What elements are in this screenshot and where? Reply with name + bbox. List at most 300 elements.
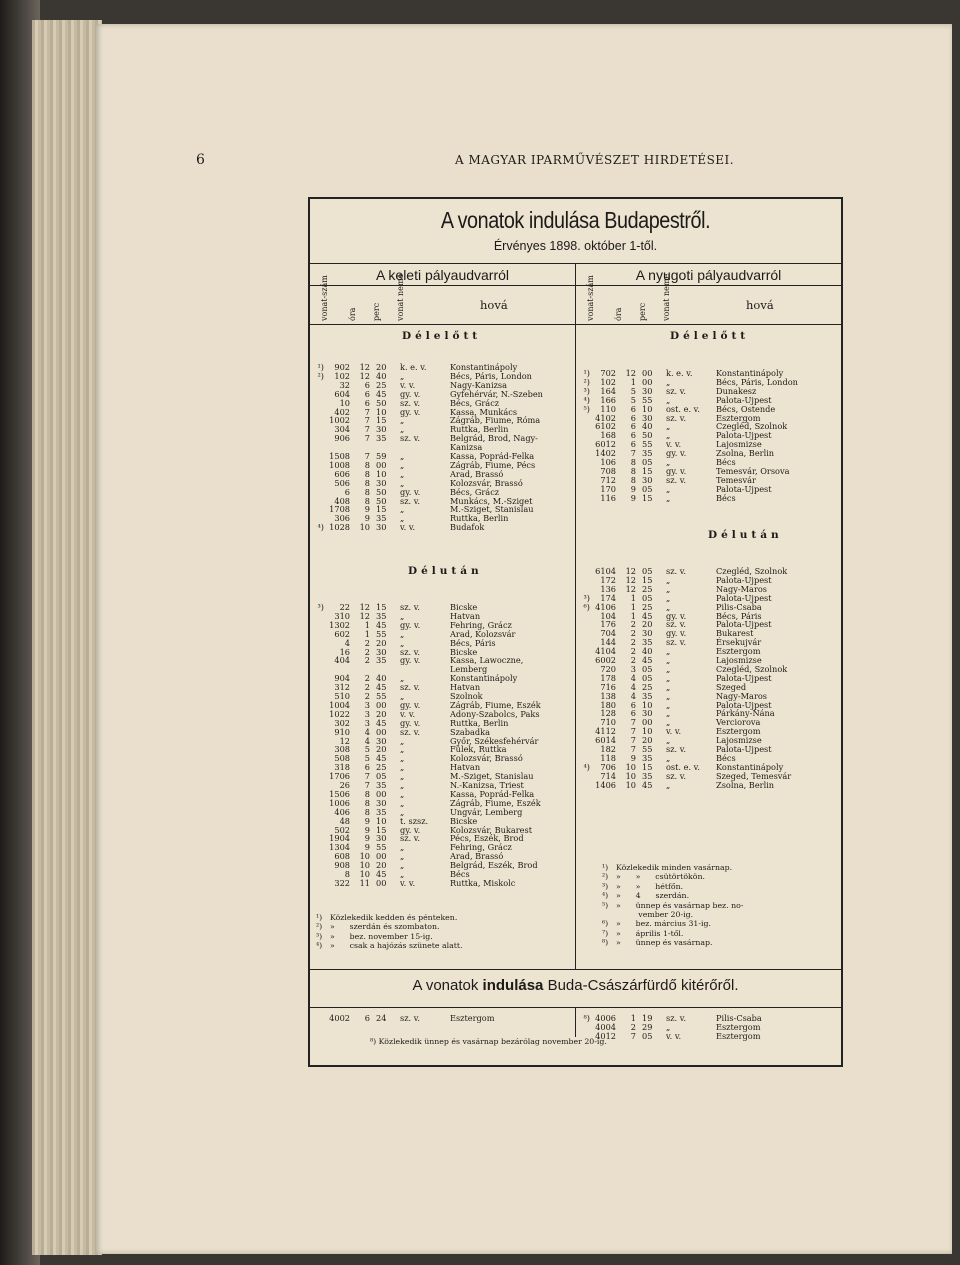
table-row [314, 719, 576, 728]
train-number: 10 [339, 397, 350, 408]
page-number: 6 [196, 152, 205, 168]
train-number: 102 [600, 376, 616, 387]
departure-minute: 30 [642, 628, 653, 639]
departure-minute: 35 [376, 610, 387, 621]
train-number: 310 [334, 610, 350, 621]
train-type: k. e. v. [666, 368, 693, 378]
departure-hour: 8 [364, 495, 370, 506]
destination: Kanizsa [450, 442, 483, 453]
departure-minute: 05 [642, 592, 653, 603]
departure-minute: 20 [376, 637, 387, 648]
table-row [314, 416, 576, 425]
table-row [314, 843, 576, 852]
departure-minute: 45 [376, 753, 387, 764]
departure-hour: 7 [630, 717, 636, 728]
table-row [314, 799, 576, 808]
departure-minute: 40 [376, 673, 387, 684]
departure-hour: 10 [625, 761, 636, 772]
train-number: 164 [600, 385, 616, 396]
train-type: „ [666, 752, 671, 763]
destination: Bécs, Páris [716, 610, 762, 621]
departure-hour: 5 [630, 394, 636, 405]
destination: Pilis-Csaba [716, 601, 762, 612]
footnote-mark: ¹) [583, 368, 590, 378]
train-number: 4106 [595, 601, 616, 612]
rule-bottom [310, 969, 841, 970]
train-type: t. szsz. [400, 815, 429, 826]
table-row [580, 745, 842, 754]
destination: Palota-Ujpest [716, 483, 772, 494]
train-number: 402 [334, 406, 350, 417]
footnote-text: » » csütörtökön. [616, 872, 705, 882]
train-type: „ [400, 780, 405, 790]
destination: Nagy-Maros [716, 690, 767, 701]
departure-minute: 45 [376, 717, 387, 728]
departure-hour: 6 [630, 403, 636, 414]
train-type: sz. v. [400, 1013, 420, 1023]
departure-hour: 4 [630, 690, 636, 701]
table-row [580, 1032, 842, 1041]
train-number: 1304 [329, 842, 350, 853]
departure-hour: 9 [630, 752, 636, 763]
departure-minute: 55 [376, 691, 387, 701]
departure-minute: 50 [376, 495, 387, 506]
table-row [314, 514, 576, 523]
departure-hour: 8 [364, 477, 370, 488]
departure-minute: 05 [376, 771, 387, 782]
column-header: perc [638, 302, 647, 321]
table-row [314, 1014, 576, 1023]
table-row [580, 709, 842, 718]
destination: Esztergom [450, 1013, 495, 1023]
train-number: 404 [334, 655, 350, 666]
table-row [314, 488, 576, 497]
departure-minute: 10 [376, 406, 387, 417]
departure-minute: 05 [642, 566, 653, 576]
column-header: vonat-szám [586, 275, 595, 321]
table-row [580, 476, 842, 485]
table-row [580, 701, 842, 710]
train-number: 180 [600, 699, 616, 710]
footnote [602, 891, 852, 900]
departure-hour: 7 [630, 448, 636, 459]
train-number: 6012 [595, 439, 616, 450]
table-row [580, 458, 842, 467]
departure-hour: 8 [630, 465, 636, 476]
destination: Palota-Ujpest [716, 699, 772, 710]
destination: Palota-Ujpest [716, 619, 772, 630]
column-header: vonat-szám [320, 275, 329, 321]
table-row [580, 440, 842, 449]
train-type: „ [666, 717, 671, 728]
departure-minute: 30 [376, 522, 387, 533]
train-type: v. v. [666, 1030, 682, 1041]
train-type: „ [666, 430, 671, 441]
departure-hour: 6 [364, 397, 370, 408]
train-type: v. v. [400, 379, 416, 390]
timetable-title: A vonatok indulása Budapestről. [440, 207, 711, 233]
departure-minute: 15 [376, 415, 387, 426]
departure-minute: 30 [376, 735, 387, 746]
departure-hour: 7 [364, 424, 370, 435]
departure-hour: 2 [364, 637, 370, 648]
departure-hour: 7 [364, 415, 370, 426]
departure-minute: 15 [642, 761, 653, 772]
train-number: 4002 [329, 1013, 350, 1023]
destination: Bicske [450, 602, 478, 612]
destination: Hatvan [450, 610, 481, 621]
train-type: sz. v. [400, 433, 420, 444]
table-row [314, 861, 576, 870]
destination: Ruttka, Berlin [450, 717, 509, 728]
departure-hour: 12 [359, 370, 370, 381]
destination: Hatvan [450, 682, 481, 693]
table-row [580, 772, 842, 781]
train-type: gy. v. [400, 655, 421, 666]
train-type: gy. v. [666, 465, 687, 476]
table-row [314, 479, 576, 488]
train-type: „ [666, 672, 671, 683]
destination: Zsolna, Berlin [716, 779, 775, 790]
table-row [580, 449, 842, 458]
departure-hour: 7 [364, 406, 370, 417]
train-number: 4012 [595, 1030, 616, 1041]
train-number: 306 [334, 513, 350, 524]
train-number: 1006 [329, 797, 350, 808]
footnote [602, 910, 852, 919]
destination: Hatvan [450, 762, 481, 773]
destination: Kolozsvár, Brassó [450, 753, 523, 764]
table-row [314, 826, 576, 835]
destination: Fülek, Ruttka [450, 744, 507, 755]
footnote [602, 929, 852, 938]
train-type: sz. v. [666, 385, 686, 396]
train-number: 502 [334, 824, 350, 835]
table-row [314, 808, 576, 817]
train-number: 1904 [329, 833, 350, 844]
table-row [580, 620, 842, 629]
train-number: 508 [334, 753, 350, 764]
departure-hour: 8 [364, 806, 370, 817]
table-row [580, 736, 842, 745]
departure-minute: 10 [642, 403, 653, 414]
table-row [580, 405, 842, 414]
table-row [580, 422, 842, 431]
train-type: sz. v. [666, 744, 686, 754]
footnote-text: » bez. november 15-ig. [330, 931, 433, 941]
train-number: 128 [600, 708, 616, 719]
destination: Esztergom [716, 412, 761, 423]
departure-minute: 55 [642, 394, 653, 405]
train-number: 408 [334, 495, 350, 506]
destination: Esztergom [716, 1021, 761, 1032]
footnote-mark: ¹) [317, 362, 324, 372]
train-type: „ [666, 601, 671, 612]
destination: Temesvár [716, 474, 756, 485]
destination: Palota-Ujpest [716, 574, 772, 585]
train-number: 1022 [329, 708, 350, 719]
train-number: 174 [600, 592, 616, 603]
departure-hour: 8 [364, 459, 370, 470]
table-row [580, 718, 842, 727]
table-row [314, 497, 576, 506]
train-type: „ [400, 788, 405, 799]
footnote-text: » bez. március 31-ig. [616, 919, 711, 929]
destination: Palota-Ujpest [716, 430, 772, 441]
departure-hour: 9 [364, 842, 370, 853]
footnote-mark: ⁴) [583, 394, 590, 405]
departure-minute: 00 [376, 459, 387, 470]
table-row [314, 772, 576, 781]
departure-minute: 10 [376, 815, 387, 826]
table-row [580, 494, 842, 503]
footnote-text: vember 20-ig. [616, 910, 694, 919]
table-row [314, 710, 576, 719]
train-type: „ [400, 468, 405, 479]
departure-minute: 30 [376, 424, 387, 435]
table-row [580, 612, 842, 621]
train-number: 6 [344, 486, 350, 497]
train-number: 302 [334, 717, 350, 728]
departure-hour: 2 [364, 655, 370, 666]
destination: Bécs [716, 492, 736, 503]
destination: Palota-Ujpest [716, 592, 772, 603]
west-station-title: A nyugoti pályaudvarról [635, 267, 782, 283]
train-type: „ [400, 735, 405, 746]
departure-minute: 45 [376, 869, 387, 879]
departure-hour: 6 [630, 699, 636, 710]
train-type: sz. v. [666, 566, 686, 576]
train-number: 304 [334, 424, 350, 435]
destination: Temesvár, Orsova [716, 465, 790, 476]
train-number: 702 [600, 368, 616, 378]
train-number: 138 [600, 690, 616, 701]
destination: Dunakesz [716, 385, 757, 396]
train-type: k. e. v. [400, 362, 427, 372]
destination: Zágráb, Fiume, Róma [450, 415, 541, 426]
column-header: óra [614, 307, 623, 321]
destination: Nagy-Maros [716, 583, 767, 594]
destination: Érsekujvár [716, 637, 762, 648]
footnote-text: » » hétfőn. [616, 881, 684, 891]
departure-minute: 15 [642, 574, 653, 585]
departure-hour: 10 [359, 851, 370, 862]
column-header: óra [348, 307, 357, 321]
departure-minute: 05 [642, 663, 653, 674]
departure-minute: 35 [642, 770, 653, 781]
destination: Munkács, M.-Sziget [450, 495, 533, 506]
train-type: gy. v. [400, 824, 421, 835]
train-number: 1302 [329, 619, 350, 630]
destination: Ungvár, Lemberg [450, 806, 523, 817]
departure-hour: 4 [630, 672, 636, 683]
departure-minute: 00 [642, 368, 653, 378]
destination: Esztergom [716, 646, 761, 657]
destination: Szeged, Temesvár [716, 770, 792, 781]
train-type: v. v. [400, 522, 416, 533]
footnote-mark: ⁶) [583, 601, 590, 612]
destination: Szabadka [450, 726, 491, 737]
train-number: 168 [600, 430, 616, 441]
destination: Palota-Ujpest [716, 672, 772, 683]
departure-minute: 00 [376, 788, 387, 799]
departure-hour: 12 [359, 610, 370, 621]
footnote-mark: ²) [317, 370, 324, 381]
train-type: „ [400, 744, 405, 755]
table-row [580, 665, 842, 674]
departure-minute: 30 [642, 412, 653, 423]
train-type: sz. v. [400, 682, 420, 693]
train-type: „ [400, 806, 405, 817]
footnote [602, 863, 852, 872]
destination: Bécs [716, 752, 736, 763]
train-number: 116 [600, 492, 616, 503]
footnote-mark: ⁵) [583, 403, 590, 414]
train-number: 706 [600, 761, 616, 772]
train-number: 4006 [595, 1013, 616, 1023]
departure-minute: 20 [376, 362, 387, 372]
departure-minute: 40 [642, 646, 653, 657]
footnote [602, 919, 852, 928]
footnote-mark: ³) [583, 592, 590, 603]
destination: Ruttka, Berlin [450, 513, 509, 524]
train-number: 26 [339, 780, 350, 790]
destination: Bécs, Páris, London [450, 370, 532, 381]
destination: Szolnok [450, 691, 483, 701]
table-row [314, 763, 576, 772]
departure-minute: 25 [376, 762, 387, 773]
departure-hour: 6 [364, 762, 370, 773]
footnote-mark: ⁴) [583, 761, 590, 772]
train-type: „ [400, 771, 405, 782]
departure-minute: 35 [642, 752, 653, 763]
train-type: „ [666, 574, 671, 585]
buda-footnote: ⁸) Közlekedik ünnep és vasárnap bezárólag november 20-ig. [370, 1037, 607, 1046]
train-number: 908 [334, 860, 350, 871]
table-row [314, 630, 576, 639]
departure-hour: 4 [364, 726, 370, 737]
train-type: „ [400, 451, 405, 461]
destination: Pécs, Eszék, Brod [450, 833, 524, 844]
table-row [314, 372, 576, 381]
train-number: 104 [600, 610, 616, 621]
destination: Kassa, Poprád-Felka [450, 788, 535, 799]
page-edges [32, 20, 102, 1255]
destination: Szeged [716, 681, 747, 692]
train-type: sz. v. [400, 602, 420, 612]
departure-minute: 19 [642, 1013, 653, 1023]
destination: Fehring, Grácz [450, 619, 512, 630]
table-row [580, 369, 842, 378]
destination: Bécs, Ostende [716, 403, 776, 414]
departure-minute: 30 [642, 474, 653, 485]
train-number: 136 [600, 583, 616, 594]
destination: Verciorova [716, 717, 761, 728]
departure-hour: 9 [630, 492, 636, 503]
destination: Bécs, Grácz [450, 486, 500, 497]
train-number: 4 [344, 637, 350, 648]
departure-hour: 1 [630, 601, 636, 612]
departure-hour: 7 [630, 1030, 636, 1041]
table-row [580, 683, 842, 692]
train-number: 32 [339, 379, 350, 390]
destination: Bécs, Páris [450, 637, 496, 648]
train-number: 16 [339, 646, 350, 657]
train-number: 110 [600, 403, 616, 414]
train-number: 4004 [595, 1021, 616, 1032]
train-number: 602 [334, 628, 350, 639]
footnote-mark: ¹) [316, 913, 323, 922]
train-type: ost. e. v. [666, 403, 700, 414]
timetable-sheet [308, 197, 843, 1067]
destination: Kolozsvár, Bukarest [450, 824, 532, 835]
departure-hour: 2 [364, 646, 370, 657]
table-row [580, 656, 842, 665]
footnote-text: » csak a hajózás szünete alatt. [330, 941, 463, 951]
train-number: 708 [600, 465, 616, 476]
train-number: 6002 [595, 655, 616, 665]
train-number: 1706 [329, 771, 350, 782]
train-number: 144 [600, 637, 616, 648]
train-number: 1004 [329, 699, 350, 710]
train-number: 118 [600, 752, 616, 763]
footnote-mark: ⁵) [602, 900, 609, 910]
destination: Zágráb, Fiume, Pécs [450, 459, 536, 470]
train-type: „ [400, 691, 405, 701]
departure-minute: 00 [376, 877, 387, 888]
departure-hour: 8 [364, 788, 370, 799]
departure-hour: 2 [364, 682, 370, 693]
departure-hour: 12 [625, 574, 636, 585]
train-type: gy. v. [666, 448, 687, 459]
departure-hour: 6 [364, 1013, 370, 1023]
departure-minute: 35 [376, 655, 387, 666]
footnote-mark: ⁸) [602, 938, 609, 948]
train-number: 176 [600, 619, 616, 630]
train-number: 714 [600, 770, 616, 781]
train-number: 4104 [595, 646, 616, 657]
destination: M.-Sziget, Stanislau [450, 771, 534, 782]
departure-hour: 8 [364, 486, 370, 497]
destination: Kassa, Lawoczne, [450, 655, 524, 666]
departure-hour: 8 [364, 468, 370, 479]
table-row [314, 817, 576, 826]
departure-minute: 24 [376, 1013, 387, 1023]
column-header: vonat neme [662, 273, 671, 321]
departure-hour: 9 [364, 833, 370, 844]
table-row [314, 470, 576, 479]
departure-minute: 35 [376, 433, 387, 444]
footnote [602, 938, 852, 947]
destination: Arad, Brassó [450, 851, 504, 862]
train-number: 102 [334, 370, 350, 381]
table-row [580, 378, 842, 387]
train-number: 906 [334, 433, 350, 444]
departure-minute: 40 [376, 370, 387, 381]
destination: N.-Kanizsa, Triest [450, 780, 524, 790]
table-row [580, 387, 842, 396]
table-row [580, 647, 842, 656]
departure-minute: 29 [642, 1021, 653, 1032]
departure-hour: 6 [364, 379, 370, 390]
table-row [314, 781, 576, 790]
destination: Esztergom [716, 1030, 761, 1041]
departure-minute: 15 [642, 465, 653, 476]
departure-minute: 30 [376, 797, 387, 808]
table-row [314, 754, 576, 763]
destination: Lajosmizse [716, 735, 762, 746]
train-number: 6104 [595, 566, 616, 576]
